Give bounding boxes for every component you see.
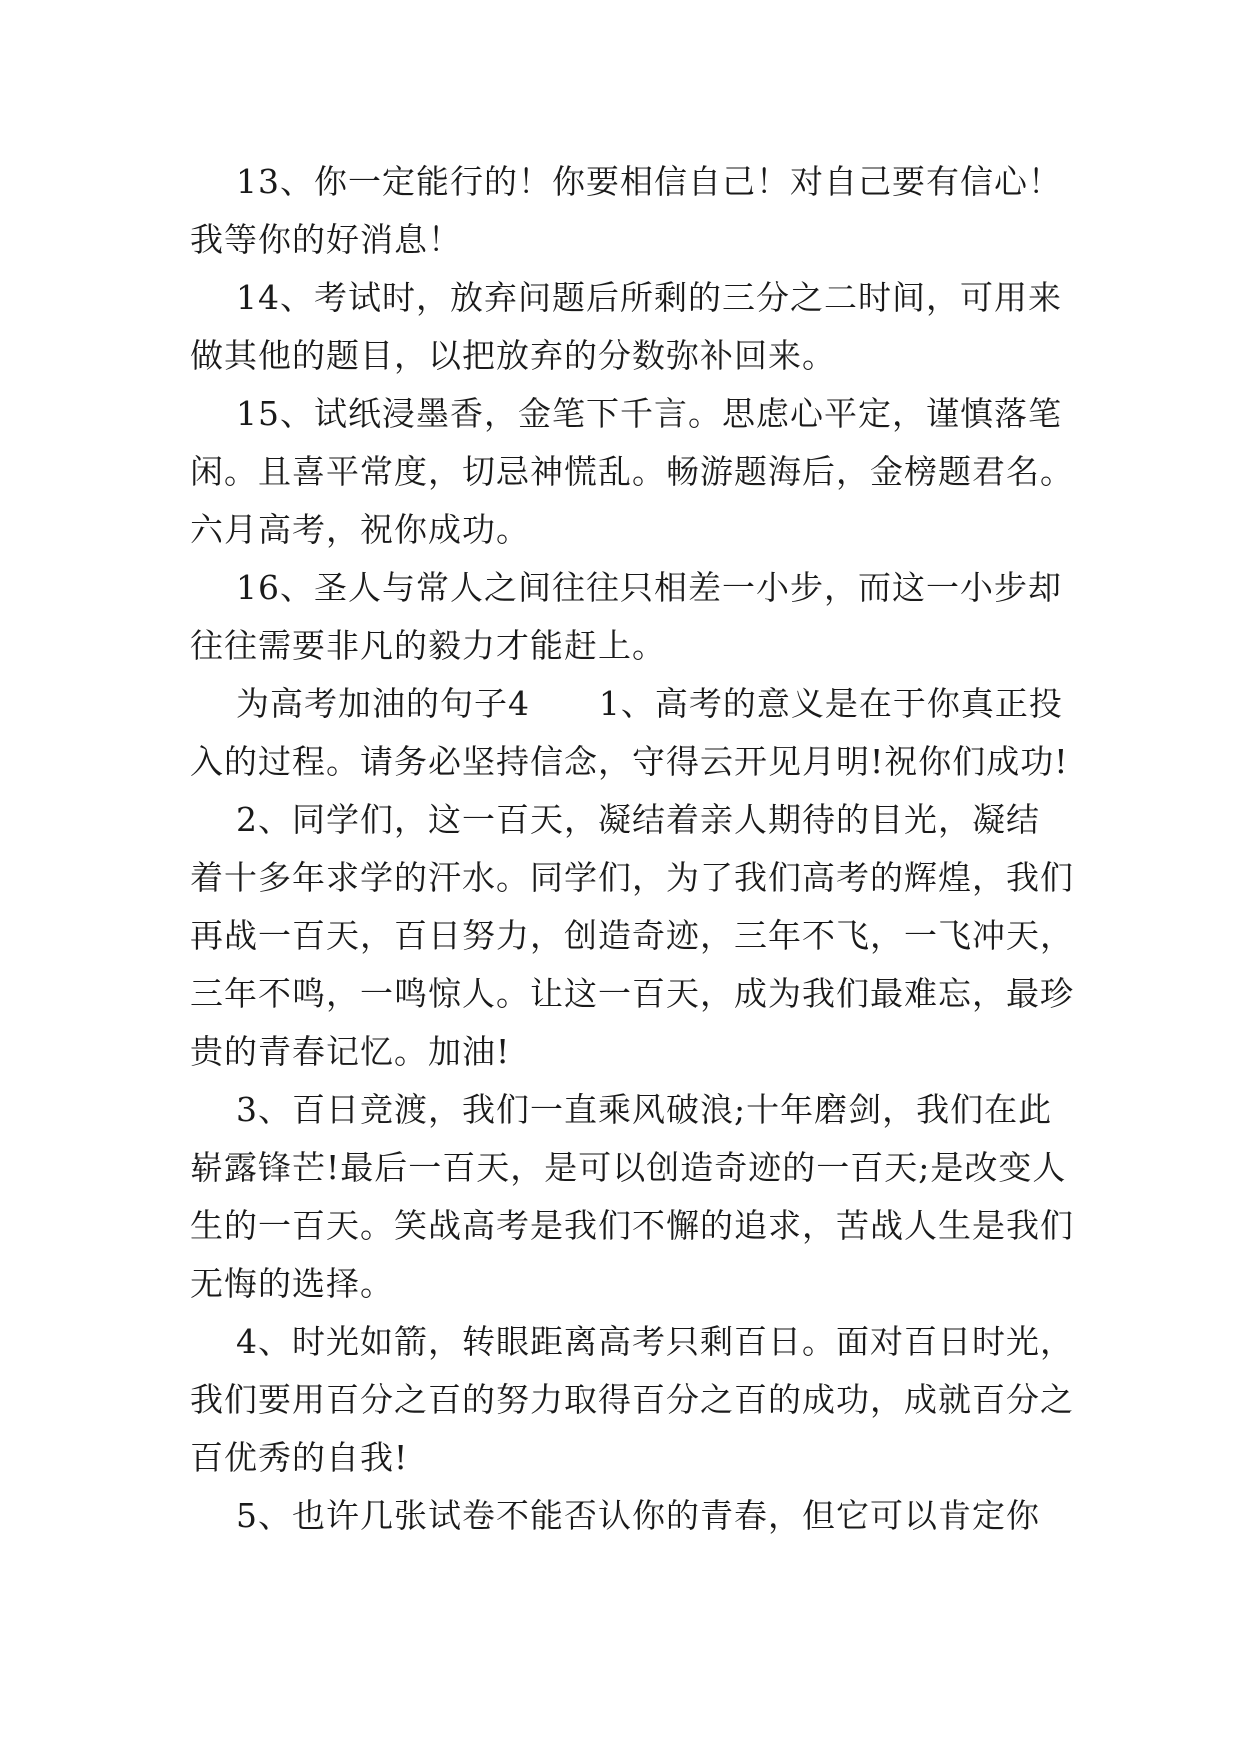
text-line: 生的一百天。笑战高考是我们不懈的追求，苦战人生是我们 [190,1206,1074,1245]
text-line: 13、你一定能行的！你要相信自己！对自己要有信心！ [190,162,1062,201]
text-line: 为高考加油的句子4 1、高考的意义是在于你真正投 [190,684,1063,723]
text-line: 2、同学们，这一百天，凝结着亲人期待的目光，凝结 [190,800,1040,839]
text-line: 六月高考，祝你成功。 [190,510,530,549]
text-line: 3、百日竞渡，我们一直乘风破浪;十年磨剑，我们在此 [190,1090,1053,1129]
text-line: 16、圣人与常人之间往往只相差一小步，而这一小步却 [190,568,1062,607]
text-line: 5、也许几张试卷不能否认你的青春，但它可以肯定你 [190,1496,1040,1535]
text-line: 4、时光如箭，转眼距离高考只剩百日。面对百日时光， [190,1322,1074,1361]
text-line: 15、试纸浸墨香，金笔下千言。思虑心平定，谨慎落笔 [190,394,1062,433]
text-line: 贵的青春记忆。加油! [190,1032,511,1071]
text-line: 我们要用百分之百的努力取得百分之百的成功，成就百分之 [190,1380,1074,1419]
text-line: 闲。且喜平常度，切忌神慌乱。畅游题海后，金榜题君名。 [190,452,1074,491]
text-line: 14、考试时，放弃问题后所剩的三分之二时间，可用来 [190,278,1062,317]
text-line: 我等你的好消息！ [190,220,462,259]
text-line: 做其他的题目，以把放弃的分数弥补回来。 [190,336,836,375]
text-line: 入的过程。请务必坚持信念，守得云开见月明!祝你们成功! [190,742,1069,781]
text-line: 三年不鸣，一鸣惊人。让这一百天，成为我们最难忘，最珍 [190,974,1074,1013]
text-line: 着十多年求学的汗水。同学们，为了我们高考的辉煌，我们 [190,858,1074,897]
text-line: 再战一百天，百日努力，创造奇迹，三年不飞，一飞冲天， [190,916,1074,955]
text-line: 无悔的选择。 [190,1264,394,1303]
text-line: 崭露锋芒!最后一百天，是可以创造奇迹的一百天;是改变人 [190,1148,1067,1187]
text-line: 往往需要非凡的毅力才能赶上。 [190,626,666,665]
text-line: 百优秀的自我! [190,1438,409,1477]
